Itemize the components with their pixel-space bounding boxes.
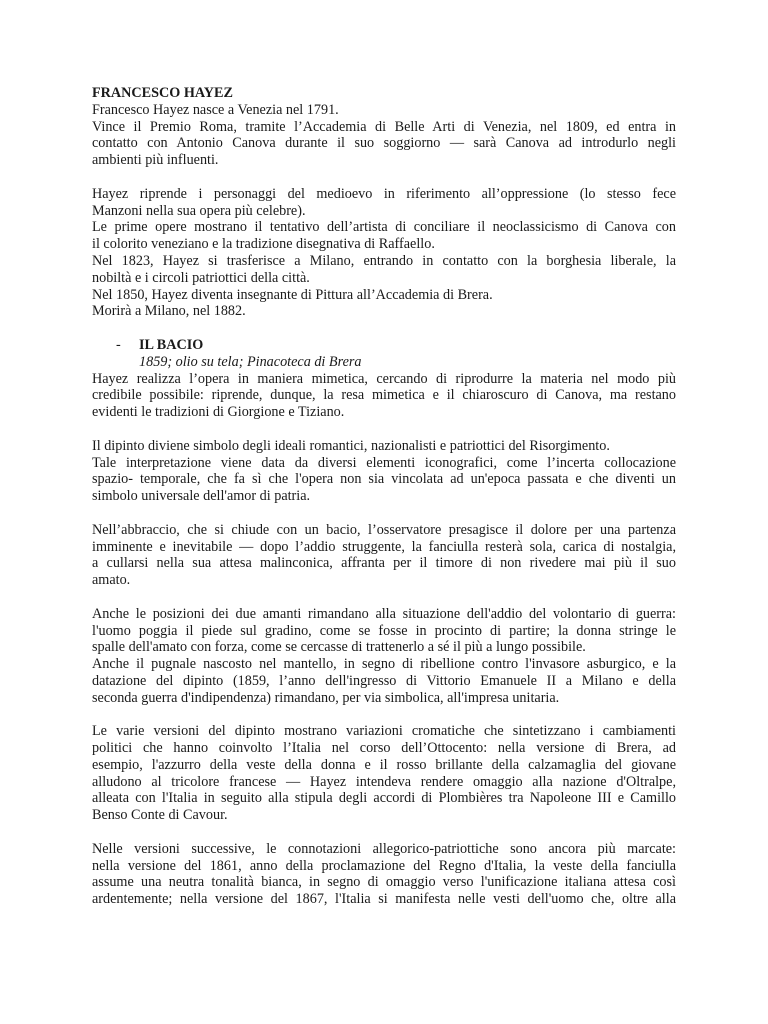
paragraph-gap (92, 706, 676, 723)
section-heading-row (92, 337, 676, 354)
bullet-dash: - (116, 336, 121, 353)
text-line: Nell’abbraccio, che si chiude con un bacio, l’osservatore presagisce il dolore per una partenza (92, 521, 676, 538)
paragraph (92, 606, 676, 707)
text-line: credibile possibile: riprende, dunque, la resa mimetica e il chiaroscuro di Canova, ma restano (92, 387, 676, 404)
text-line: alludono al tricolore francese — Hayez intendeva rendere omaggio alla nazione d'Oltralpe, (92, 773, 676, 790)
paragraph (92, 438, 676, 505)
text-line: nobiltà e i circoli patriottici della città. (92, 269, 310, 286)
text-line: alleata con l'Italia in seguito alla stipula degli accordi di Plombières tra Napoleone III e Camillo (92, 790, 676, 807)
text-line: spalle dell'amato con forza, come se cercasse di trattenerlo a sé il più a lungo possibile. (92, 639, 586, 656)
text-line: l'uomo poggia il piede sul gradino, come se fosse in procinto di partire; la donna stringe le (92, 622, 676, 639)
text-line: contatto con Antonio Canova durante il suo soggiorno — sarà Canova ad introdurlo negli (92, 135, 676, 152)
text-line: a cullarsi nella sua attesa malinconica, affranta per il timore di non rivedere mai più il suo (92, 555, 676, 572)
text-line: evidenti le tradizioni di Giorgione e Tiziano. (92, 404, 345, 421)
text-line: Nel 1823, Hayez si trasferisce a Milano, entrando in contatto con la borghesia liberale, la (92, 252, 676, 269)
text-line: nella versione del 1861, anno della proclamazione del Regno d'Italia, la veste della fanciulla (92, 857, 676, 874)
paragraph (92, 371, 676, 421)
text-line: il colorito veneziano e la tradizione disegnativa di Raffaello. (92, 236, 435, 253)
paragraph (92, 841, 676, 908)
text-line: esempio, l'azzurro della veste della donna e il rosso brillante della calzamaglia del giovane (92, 756, 676, 773)
text-line: Morirà a Milano, nel 1882. (92, 303, 246, 320)
paragraph-gap (92, 169, 676, 186)
text-line: Nel 1850, Hayez diventa insegnante di Pittura all’Accademia di Brera. (92, 286, 493, 303)
text-line: ambienti più influenti. (92, 152, 219, 169)
text-line: datazione del dipinto (1859, l’anno dell'ingresso di Vittorio Emanuele II a Milano e della (92, 672, 676, 689)
text-line: seconda guerra d'indipendenza) rimandano, per via simbolica, all'impresa unitaria. (92, 689, 560, 706)
bio-block (92, 186, 676, 320)
text-line: Benso Conte di Cavour. (92, 807, 228, 824)
text-line: Il dipinto diviene simbolo degli ideali romantici, nazionalisti e patriottici del Risorgimento. (92, 437, 610, 454)
text-line: Anche le posizioni dei due amanti rimandano alla situazione dell'addio del volontario di guerra: (92, 605, 676, 622)
text-line: Hayez riprende i personaggi del medioevo in riferimento all’oppressione (lo stesso fece (92, 185, 676, 202)
document-body (92, 85, 676, 908)
text-line: Anche il pugnale nascosto nel mantello, in segno di ribellione contro l'invasore asburgico, e la (92, 656, 676, 673)
paragraph (92, 723, 676, 824)
section-heading: IL BACIO (139, 336, 204, 353)
text-line: spazio- temporale, che fa sì che l'opera non sia vincolata ad un'epoca passata e che diventi un (92, 471, 676, 488)
artwork-caption: 1859; olio su tela; Pinacoteca di Brera (139, 353, 362, 370)
text-line: politici che hanno coinvolto l’Italia nel corso dell’Ottocento: nella versione di Brera, ad (92, 740, 676, 757)
paragraph-gap (92, 505, 676, 522)
paragraph-gap (92, 824, 676, 841)
intro-block (92, 102, 676, 169)
text-line: Nelle versioni successive, le connotazioni allegorico-patriottiche sono ancora più marcate: (92, 840, 676, 857)
analysis-paragraphs (92, 371, 676, 909)
text-line: simbolo universale dell'amor di patria. (92, 488, 311, 505)
text-line: Tale interpretazione viene data da diversi elementi iconografici, come l’incerta collocazione (92, 454, 676, 471)
text-line: Manzoni nella sua opera più celebre). (92, 202, 306, 219)
text-line: assume una neutra tonalità bianca, in segno di omaggio verso l'unificazione italiana attesa così (92, 874, 676, 891)
text-line: ardentemente; nella versione del 1867, l'Italia si manifesta nelle vesti dell'uomo che, oltre alla (92, 891, 676, 908)
text-line: Hayez realizza l’opera in maniera mimetica, cercando di riprodurre la materia nel modo più (92, 370, 676, 387)
text-line: amato. (92, 572, 131, 589)
text-line: Le prime opere mostrano il tentativo dell’artista di conciliare il neoclassicismo di Canova con (92, 219, 676, 236)
paragraph-gap (92, 589, 676, 606)
document-title: FRANCESCO HAYEZ (92, 85, 233, 101)
text-line: Francesco Hayez nasce a Venezia nel 1791. (92, 101, 339, 118)
paragraph (92, 522, 676, 589)
text-line: Le varie versioni del dipinto mostrano variazioni cromatiche che sintetizzano i cambiamenti (92, 723, 676, 740)
paragraph-gap (92, 421, 676, 438)
text-line: Vince il Premio Roma, tramite l’Accademia di Belle Arti di Venezia, nel 1809, ed entra in (92, 118, 676, 135)
text-line: imminente e inevitabile — dopo l’addio struggente, la fanciulla resterà sola, carica di nostalgia, (92, 538, 676, 555)
paragraph-gap (92, 320, 676, 337)
